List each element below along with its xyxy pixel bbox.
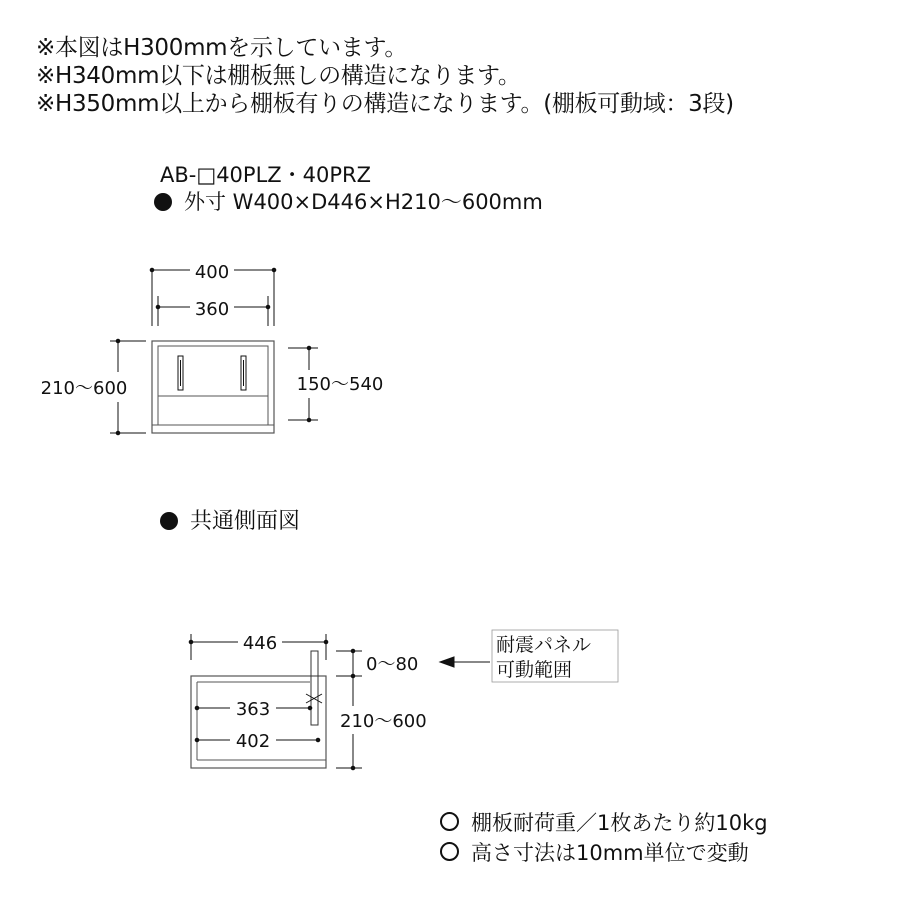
panel-label-line-2: 可動範囲 [496, 659, 573, 681]
footnote-2: 高さ寸法は10mm単位で変動 [471, 841, 749, 865]
circle-icon [440, 812, 459, 831]
seismic-panel [311, 651, 318, 725]
note-line-3: ※H350mm以上から棚板有りの構造になります。(棚板可動域：3段) [36, 91, 734, 117]
side-view-title: 共通側面図 [190, 509, 301, 534]
dimension-dot [351, 649, 355, 653]
front-width-inner-label: 360 [194, 299, 230, 320]
side-depth-inner-bottom-label: 402 [235, 731, 271, 752]
dimension-dot [351, 766, 355, 770]
side-depth-inner-top-label: 363 [235, 699, 271, 720]
note-line-2: ※H340mm以下は棚板無しの構造になります。 [36, 63, 521, 89]
front-height-inner-label: 150～540 [296, 374, 384, 395]
panel-range-label: 0～80 [366, 654, 419, 675]
dimension-dot [308, 706, 312, 710]
dimension-dot [307, 418, 311, 422]
dimension-dot [272, 268, 276, 272]
dimension-dot [195, 706, 199, 710]
front-width-outer-label: 400 [194, 262, 230, 283]
circle-icon [440, 842, 459, 861]
footnote-1: 棚板耐荷重／1枚あたり約10kg [471, 811, 768, 835]
dimension-dot [195, 738, 199, 742]
model-name: AB-□40PLZ・40PRZ [160, 163, 372, 187]
dimension-dot [324, 640, 328, 644]
side-depth-outer-label: 446 [242, 633, 278, 654]
front-height-outer-label: 210～600 [40, 378, 128, 399]
dimension-dot [116, 431, 120, 435]
dimension-dot [189, 640, 193, 644]
footnote-row-1 [440, 810, 768, 836]
footnote-row-2 [440, 840, 749, 866]
side-height-label: 210～600 [340, 711, 427, 732]
dimension-dot [116, 339, 120, 343]
front-view [110, 268, 318, 435]
dimension-dot [316, 738, 320, 742]
dimension-dot [156, 305, 160, 309]
dimension-dot [351, 674, 355, 678]
dimension-dot [150, 268, 154, 272]
arrow-head-icon [440, 657, 454, 667]
front-cabinet-outline [152, 341, 274, 433]
note-line-1: ※本図はH300mmを示しています。 [36, 35, 408, 61]
front-door-panel [158, 346, 268, 396]
panel-label-line-1: 耐震パネル [496, 634, 592, 656]
dimension-dot [307, 346, 311, 350]
side-cabinet-outline [191, 676, 326, 768]
dimension-dot [266, 305, 270, 309]
outer-dimensions: 外寸 W400×D446×H210～600mm [184, 190, 543, 214]
